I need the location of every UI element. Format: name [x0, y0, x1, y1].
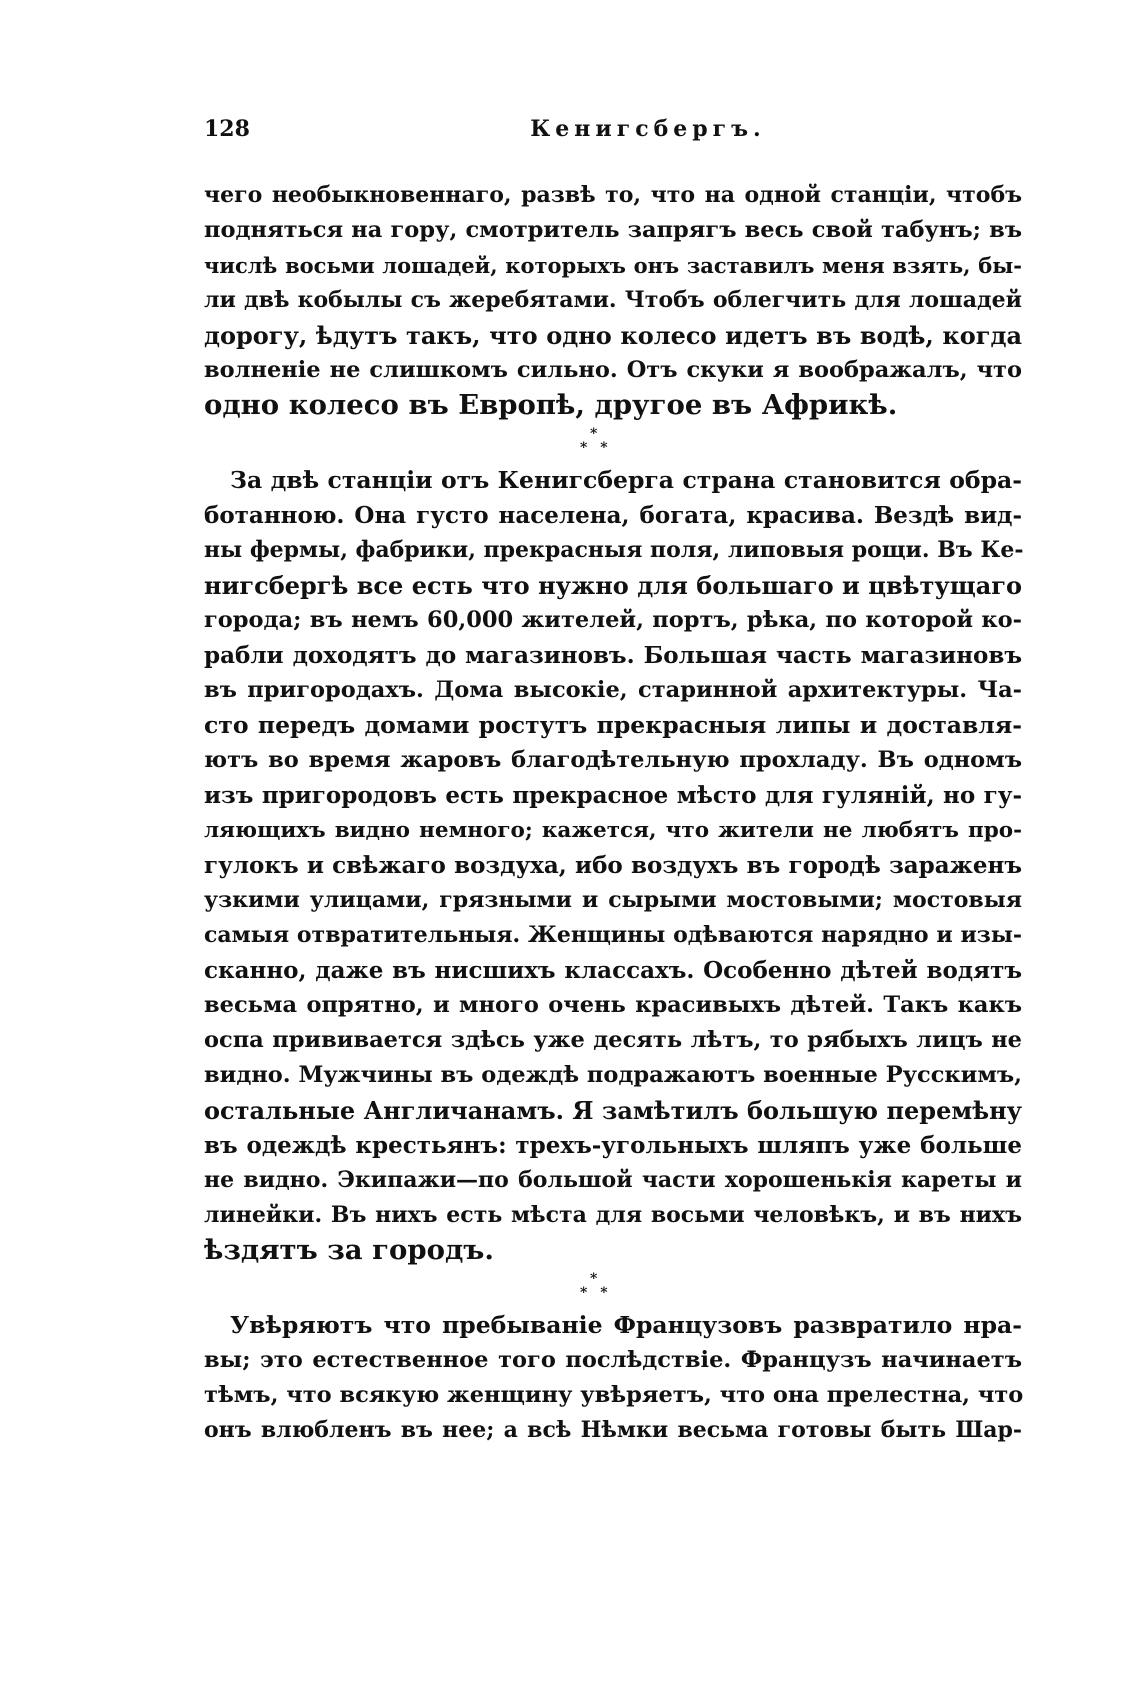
text-line: вы; это естественное того послѣдствіе. Французъ начинаетъ: [204, 1347, 1022, 1373]
text-line: рабли доходятъ до магазиновъ. Большая часть магазиновъ: [204, 642, 1022, 669]
page-number: 128: [204, 116, 250, 142]
text-line: самыя отвратительныя. Женщины одѣваются нарядно и изы-: [204, 922, 1022, 948]
text-line: сто передъ домами ростутъ прекрасныя липы и доставля-: [204, 711, 1022, 739]
text-line: дорогу, ѣдутъ такъ, что одно колесо идетъ въ водѣ, когда: [204, 321, 1022, 350]
text-line: ѣздятъ за городъ.: [204, 1234, 494, 1266]
text-line: За двѣ станціи отъ Кенигсберга страна становится обра-: [230, 466, 1022, 494]
asterism-bottom: * *: [580, 440, 612, 456]
text-line: ны фермы, фабрики, прекрасныя поля, липовыя рощи. Въ Ке-: [204, 537, 1024, 563]
text-line: ли двѣ кобылы съ жеребятами. Чтобъ облегчить для лошадей: [204, 287, 1022, 313]
paragraph-1: [204, 178, 1022, 423]
text-line: весьма опрятно, и много очень красивыхъ дѣтей. Такъ какъ: [204, 992, 1022, 1018]
running-head: [204, 116, 1022, 156]
paragraph-3: [204, 1308, 1022, 1448]
text-line: одно колесо въ Европѣ, другое въ Африкѣ.: [204, 389, 898, 421]
text-line: узкими улицами, грязными и сырыми мостовыми; мостовыя: [204, 887, 1022, 913]
text-line: въ пригородахъ. Дома высокіе, старинной архитектуры. Ча-: [204, 677, 1022, 703]
text-line: нигсбергѣ все есть что нужно для большаго и цвѣтущаго: [204, 571, 1022, 600]
text-line: ютъ во время жаровъ благодѣтельную прохладу. Въ одномъ: [204, 747, 1022, 773]
text-line: линейки. Въ нихъ есть мѣста для восьми человѣкъ, и въ нихъ: [204, 1202, 1022, 1228]
text-line: видно. Мужчины въ одеждѣ подражаютъ военные Русскимъ,: [204, 1062, 1022, 1088]
text-line: волненіе не слишкомъ сильно. Отъ скуки я воображалъ, что: [204, 357, 1022, 383]
text-line: города; въ немъ 60,000 жителей, портъ, рѣка, по которой ко-: [204, 607, 1022, 633]
text-line: подняться на гору, смотритель запрягъ весь свой табунъ; въ: [204, 217, 1022, 243]
text-line: остальные Англичанамъ. Я замѣтилъ большую перемѣну: [204, 1096, 1022, 1125]
text-line: сканно, даже въ нисшихъ классахъ. Особенно дѣтей водятъ: [204, 957, 1022, 984]
book-page: [204, 116, 1022, 1448]
text-line: тѣмъ, что всякую женщину увѣряетъ, что она прелестна, что: [204, 1382, 1024, 1408]
asterism-bottom: * *: [580, 1285, 612, 1301]
text-line: оспа прививается здѣсь уже десять лѣтъ, то рябыхъ лицъ не: [204, 1027, 1022, 1053]
asterism-separator: [204, 1268, 1022, 1308]
header-title: Кенигсбергъ.: [530, 116, 766, 142]
text-line: онъ влюбленъ въ нее; а всѣ Нѣмки весьма готовы быть Шар-: [204, 1417, 1022, 1443]
asterism-top: *: [590, 426, 598, 442]
text-line: гулокъ и свѣжаго воздуха, ибо воздухъ въ городѣ зараженъ: [204, 852, 1022, 879]
asterism-top: *: [590, 1271, 598, 1287]
text-line: въ одеждѣ крестьянъ: трехъ-угольныхъ шляпъ уже больше: [204, 1132, 1022, 1159]
text-line: не видно. Экипажи—по большой части хорошенькія кареты и: [204, 1167, 1022, 1193]
text-line: изъ пригородовъ есть прекрасное мѣсто для гуляній, но гу-: [204, 782, 1022, 809]
paragraph-2: [204, 463, 1022, 1268]
asterism-separator: [204, 423, 1022, 463]
text-line: чего необыкновеннаго, развѣ то, что на одной станціи, чтобъ: [204, 182, 1022, 208]
text-line: Увѣряютъ что пребываніе Французовъ развратило нра-: [230, 1311, 1022, 1339]
text-line: числѣ восьми лошадей, которыхъ онъ заставилъ меня взять, бы-: [204, 253, 1022, 278]
text-line: ботанною. Она густо населена, богата, красива. Вездѣ вид-: [204, 502, 1022, 529]
body-text: [204, 178, 1022, 1448]
text-line: ляющихъ видно немного; кажется, что жители не любятъ про-: [204, 818, 1022, 843]
